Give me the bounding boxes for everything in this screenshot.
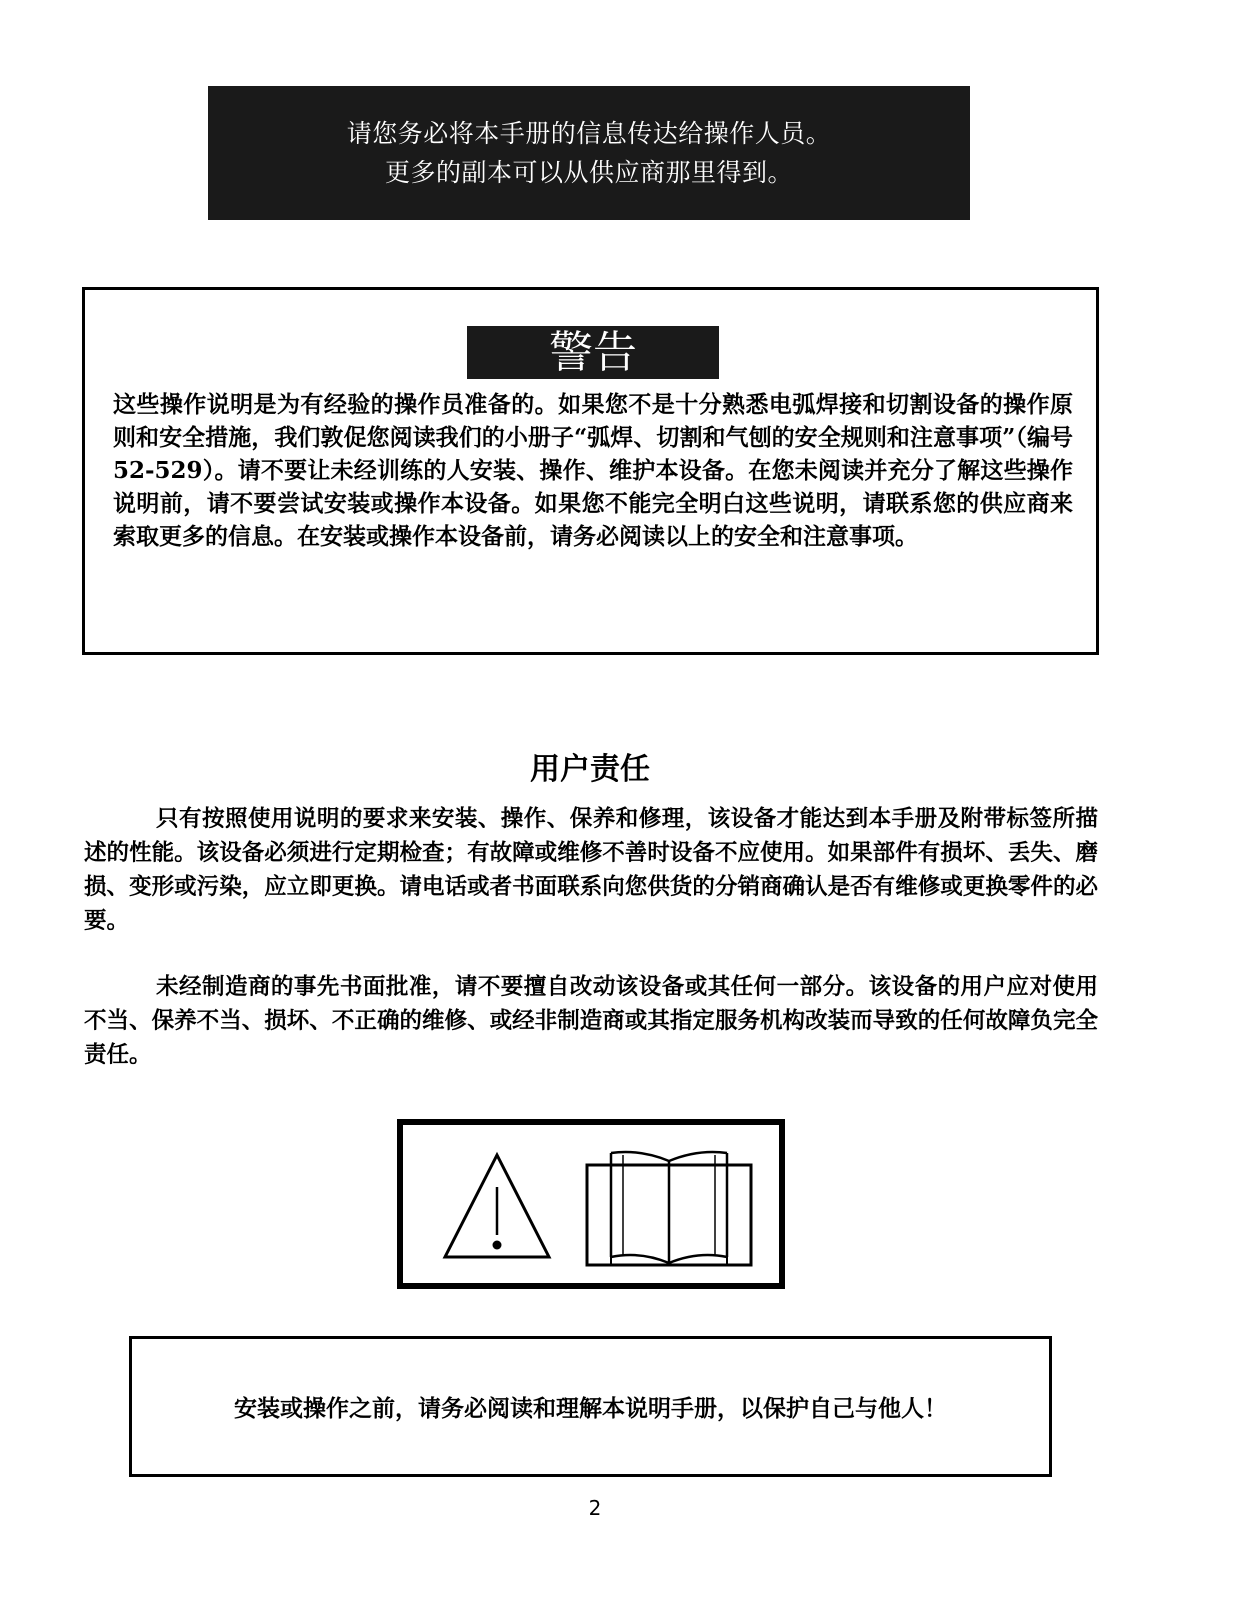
safety-symbol-frame <box>397 1119 785 1289</box>
footer-reminder-text: 安装或操作之前，请务必阅读和理解本说明手册，以保护自己与他人！ <box>234 1395 947 1422</box>
responsibility-heading: 用户责任 <box>530 752 650 787</box>
warning-title: 警告 <box>467 326 719 379</box>
warning-text: 这些操作说明是为有经验的操作员准备的。如果您不是十分熟悉电弧焊接和切割设备的操作原则和安全措施，我们敦促您阅读我们的小册子“弧焊、切割和气刨的安全规则和注意事项”（编号52-529）。请不要让未经训练的人安装、操作、维护本设备。在您未阅读并充分了解这些操作说明前，请不要尝试安装或操作本设备。如果您不能完全明白这些说明，请联系您的供应商来索取更多的信息。在安装或操作本设备前，请务必阅读以上的安全和注意事项。 <box>113 391 1073 550</box>
responsibility-paragraph-2: 未经制造商的事先书面批准，请不要擅自改动该设备或其任何一部分。该设备的用户应对使用不当、保养不当、损坏、不正确的维修、或经非制造商或其指定服务机构改装而导致的任何故障负完全责任。 <box>84 974 1098 1068</box>
warning-box <box>82 287 1099 655</box>
notice-line-2: 更多的副本可以从供应商那里得到。 <box>384 158 793 187</box>
distribution-notice-banner <box>208 86 970 220</box>
footer-reminder-box <box>129 1336 1052 1477</box>
open-manual-icon <box>585 1147 753 1269</box>
responsibility-paragraph-1: 只有按照使用说明的要求来安装、操作、保养和修理，该设备才能达到本手册及附带标签所描述的性能。该设备必须进行定期检查；有故障或维修不善时设备不应使用。如果部件有损坏、丢失、磨损、变形或污染，应立即更换。请电话或者书面联系向您供货的分销商确认是否有维修或更换零件的必要。 <box>84 806 1098 934</box>
warning-triangle-icon <box>441 1151 553 1261</box>
page-number: 2 <box>588 1496 602 1520</box>
notice-line-1: 请您务必将本手册的信息传达给操作人员。 <box>346 119 832 148</box>
